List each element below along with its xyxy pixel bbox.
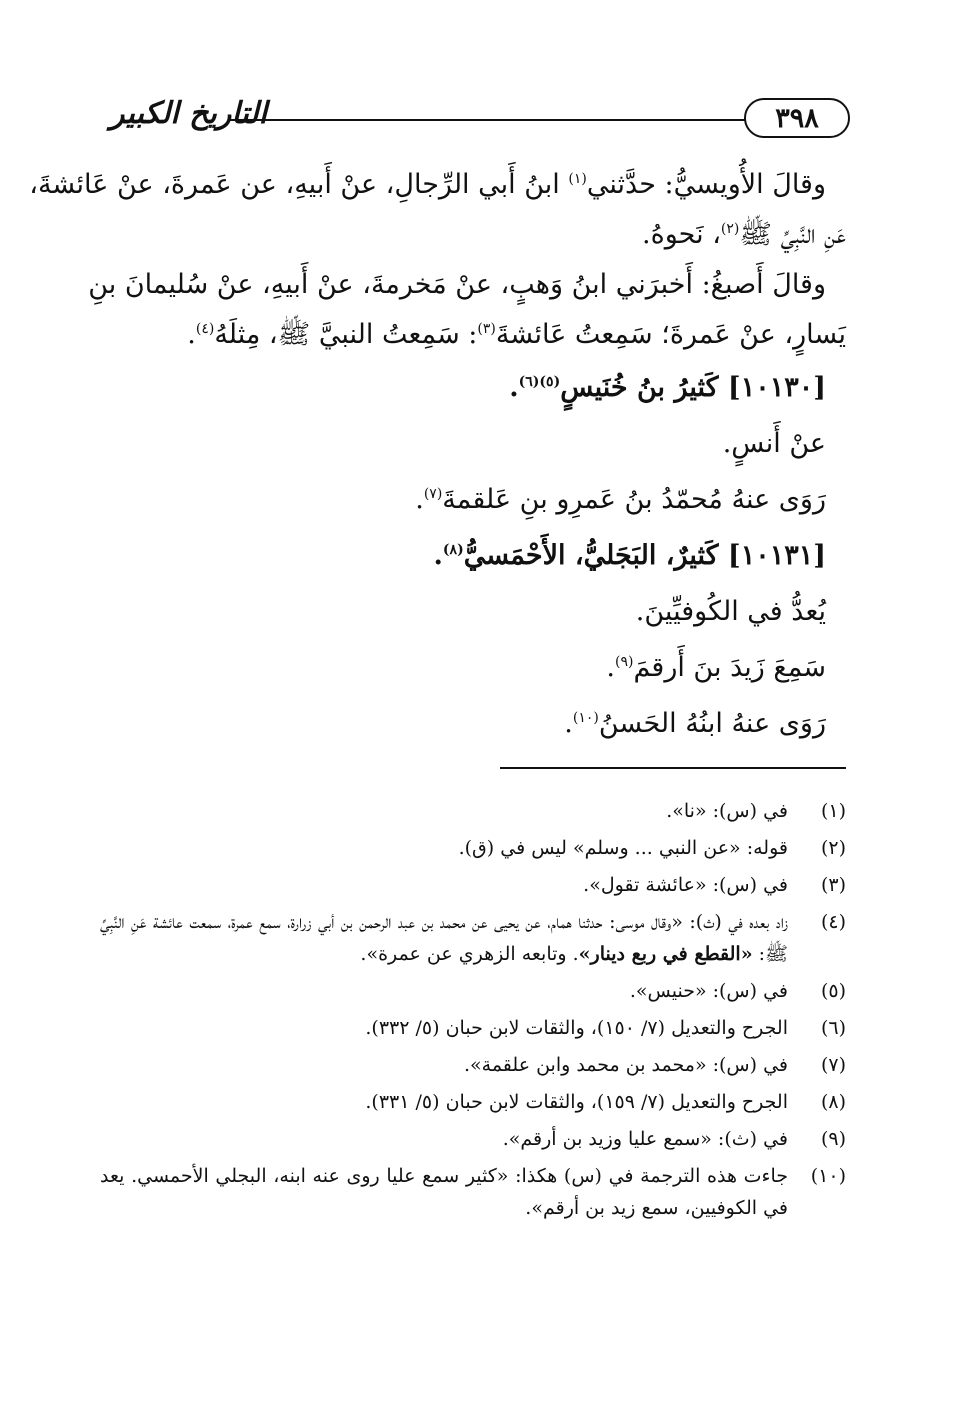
footnote-number: (٦) — [820, 1017, 846, 1039]
footnote-item — [100, 1160, 846, 1224]
footnote-text: في (س): «نا». — [666, 800, 788, 822]
footnote-ref: (٥)(٦) — [518, 374, 561, 390]
footnote-number: (٢) — [820, 837, 846, 859]
footnote-number: (٨) — [820, 1091, 846, 1113]
entry-line: عنْ أَنسٍ. — [722, 428, 826, 459]
footnote-item — [100, 1012, 846, 1044]
footnote-ref: (٢) — [720, 221, 740, 237]
footnote-text: زاد بعده في (ث): «وقال موسى: حدثنا همام، عن يحيى عن محمد بن عبد الرحمن بن أبي زرارة، سمع عمرة، سمعت عائشة عَنِ النَّبِيِّ ﷺ: «القطع في ربع دينار». وتابعه الزهري عن عمرة». — [100, 911, 788, 965]
footnote-ref: (٣) — [477, 321, 496, 337]
entry-line: رَوَى عنهُ ابنُهُ الحَسنُ$^{(١٠)}$. — [564, 708, 826, 739]
footnote-separator — [500, 767, 846, 769]
footnote-number: (٣) — [820, 874, 846, 896]
footnote-bold-phrase: «القطع في ربع دينار» — [578, 943, 753, 965]
footnote-item — [100, 975, 846, 1007]
footnote-item — [100, 906, 846, 970]
footnote-text: جاءت هذه الترجمة في (س) هكذا: «كثير سمع عليا روى عنه ابنه، البجلي الأحمسي. يعد في الكوفيين، سمع زيد بن أرقم». — [100, 1165, 788, 1219]
entry-line: يُعدُّ في الكُوفيِّينَ. — [635, 596, 826, 627]
footnote-text: في (ث): «سمع عليا وزيد بن أرقم». — [502, 1128, 788, 1150]
entry-name: كَثيرٌ، البَجَليُّ، الأَحْمَسيُّ — [463, 540, 719, 571]
footnote-item — [100, 1086, 846, 1118]
footnote-item — [100, 795, 846, 827]
footnote-text: في (س): «عائشة تقول». — [583, 874, 788, 896]
entry-line: سَمِعَ زَيدَ بنَ أَرقمَ$^{(٩)}$. — [606, 652, 826, 683]
footnotes — [100, 795, 846, 1229]
footnote-item — [100, 869, 846, 901]
footnote-number: (٧) — [820, 1054, 846, 1076]
footnote-number: (٩) — [820, 1128, 846, 1150]
footnote-ref: (٧) — [423, 486, 443, 502]
footnote-item — [100, 1049, 846, 1081]
footnote-ref: (١٠) — [572, 710, 599, 726]
text-line: وقالَ الأُويسيُّ: حدَّثني$^{(١)}$ ابنُ أَبي الرِّجالِ، عنْ أَبيهِ، عن عَمرةَ، عنْ عَائشةَ، — [29, 169, 826, 200]
entry-name: كَثيرُ بنُ خُنَيسٍ — [560, 372, 719, 403]
footnote-number: (١) — [820, 800, 846, 822]
page-header — [110, 92, 850, 152]
footnote-text: الجرح والتعديل (٧/ ١٥٩)، والثقات لابن حبان (٥/ ٣٣١). — [365, 1091, 788, 1113]
entry-number: [١٠١٣٠] — [727, 372, 826, 403]
footnote-ref: (٨) — [442, 542, 464, 558]
footnote-number: (٥) — [820, 980, 846, 1002]
footnote-text: في (س): «محمد بن محمد وابن علقمة». — [463, 1054, 788, 1076]
entry-number: [١٠١٣١] — [727, 540, 826, 571]
footnote-number: (٤) — [820, 911, 846, 933]
header-rule — [230, 119, 750, 121]
footnote-ref: (١) — [568, 171, 587, 187]
footnote-text: قوله: «عن النبي ... وسلم» ليس في (ق). — [458, 837, 788, 859]
entry-heading: [١٠١٣١] كَثيرٌ، البَجَليُّ، الأَحْمَسيُّ$^{(٨)}$. — [433, 540, 826, 571]
main-text — [29, 160, 846, 752]
footnote-number: (١٠) — [810, 1165, 846, 1187]
text-line: عَنِ النَّبِيِّ ﷺ$^{(٢)}$، نَحوهُ. — [642, 219, 846, 250]
text-line: وقالَ أَصبغُ: أَخبرَني ابنُ وَهبٍ، عنْ مَخرمةَ، عنْ أَبيهِ، عنْ سُليمانَ بنِ — [88, 269, 826, 300]
footnote-item — [100, 1123, 846, 1155]
text-line: يَسارٍ، عنْ عَمرةَ؛ سَمِعتُ عَائشةَ$^{(٣)}$: سَمِعتُ النبيَّ ﷺ، مِثلَهُ$^{(٤)}$. — [187, 319, 846, 350]
entry-heading: [١٠١٣٠] كَثيرُ بنُ خُنَيسٍ$^{(٥)(٦)}$. — [509, 372, 826, 403]
footnote-ref: (٤) — [195, 321, 215, 337]
page-number: ٣٩٨ — [744, 98, 850, 138]
book-title: التاريخ الكبير — [110, 96, 268, 131]
footnote-text: في (س): «حنيس». — [629, 980, 788, 1002]
entry-line: رَوَى عنهُ مُحمّدُ بنُ عَمرِو بنِ عَلقمةَ$^{(٧)}$. — [415, 484, 826, 515]
footnote-text: الجرح والتعديل (٧/ ١٥٠)، والثقات لابن حبان (٥/ ٣٣٢). — [365, 1017, 788, 1039]
footnote-item — [100, 832, 846, 864]
footnote-ref: (٩) — [614, 654, 634, 670]
